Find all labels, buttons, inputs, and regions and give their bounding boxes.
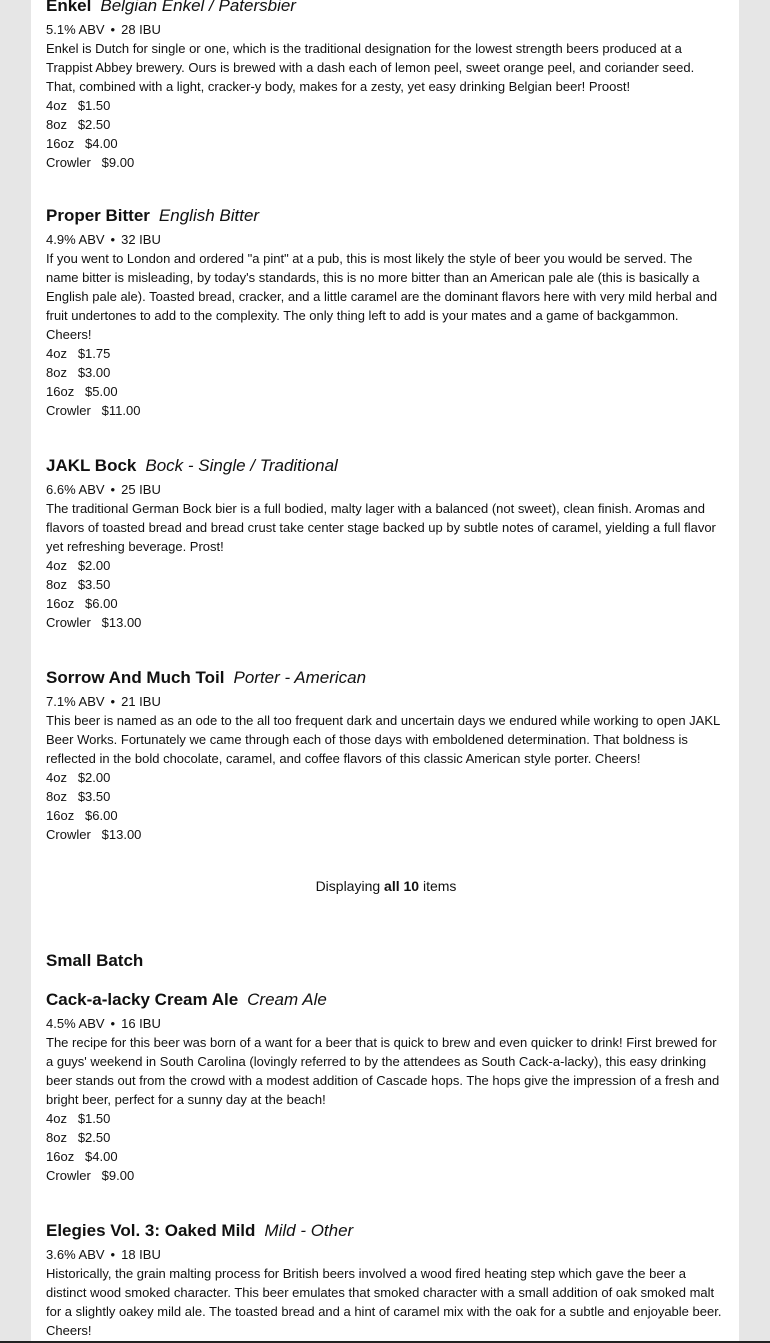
beer-name[interactable]: JAKL Bock: [46, 456, 137, 475]
beer-style: Bock - Single / Traditional: [145, 456, 338, 475]
beer-style: Cream Ale: [247, 990, 327, 1009]
price-value: $3.50: [77, 789, 111, 804]
price-row: [46, 1109, 726, 1128]
price-value: $3.50: [77, 577, 111, 592]
beer-header: [46, 455, 726, 477]
price-size: Crowler: [46, 615, 91, 630]
beer-style: Porter - American: [233, 668, 367, 687]
beer-ibu: 16 IBU: [121, 1016, 161, 1031]
meta-separator: •: [110, 22, 116, 37]
price-row: [46, 134, 726, 153]
price-row: [46, 382, 726, 401]
price-row: [46, 96, 726, 115]
beer-abv: 5.1% ABV: [46, 22, 105, 37]
price-value: $9.00: [101, 155, 135, 170]
beer-item-enkel: [46, 0, 726, 172]
beer-description: This beer is named as an ode to the all too frequent dark and uncertain days we endured while working to open JAKL Beer Works. Fortunately we came through each of those days with emboldened determination. That boldness is reflected in the bold chocolate, caramel, and coffee flavors of this classic American style porter. Cheers!: [46, 713, 720, 766]
price-size: Crowler: [46, 403, 91, 418]
beer-item-cack-a-lacky: [46, 989, 726, 1185]
beer-meta: [46, 230, 726, 249]
price-size: 4oz: [46, 346, 67, 361]
beer-style: Mild - Other: [264, 1221, 354, 1240]
price-row: [46, 768, 726, 787]
price-value: $4.00: [85, 1149, 118, 1164]
price-size: 8oz: [46, 365, 67, 380]
beer-ibu: 18 IBU: [121, 1247, 161, 1262]
beer-abv: 3.6% ABV: [46, 1247, 105, 1262]
price-size: 8oz: [46, 1130, 67, 1145]
beer-name[interactable]: Proper Bitter: [46, 206, 150, 225]
price-row: [46, 594, 726, 613]
price-size: 8oz: [46, 577, 67, 592]
price-size: 4oz: [46, 770, 67, 785]
price-value: $5.00: [85, 384, 118, 399]
price-size: 8oz: [46, 789, 67, 804]
price-row: [46, 1147, 726, 1166]
price-value: $6.00: [85, 596, 118, 611]
pagination-summary: [46, 877, 726, 896]
price-value: $2.00: [77, 770, 111, 785]
beer-style: Belgian Enkel / Patersbier: [100, 0, 296, 15]
price-value: $1.75: [77, 346, 111, 361]
price-row: [46, 115, 726, 134]
beer-description: The traditional German Bock bier is a full bodied, malty lager with a balanced (not sweet), clean finish. Aromas and flavors of toasted bread and bread crust take center stage backed up by subtle notes of caramel, yielding a full flavor yet refreshing beverage. Prost!: [46, 501, 716, 554]
beer-description: If you went to London and ordered "a pint" at a pub, this is most likely the style of beer you would be served. The name bitter is misleading, by today's standards, this is no more bitter than an American pale ale (this is basically a English pale ale). Toasted bread, cracker, and a little caramel are the dominant flavors here with very mild herbal and fruit undertones to add to the complexity. The only thing left to add is your mates and a game of backgammon. Cheers!: [46, 251, 718, 342]
price-value: $1.50: [77, 98, 111, 113]
price-row: [46, 575, 726, 594]
price-value: $4.00: [85, 136, 118, 151]
price-row: [46, 806, 726, 825]
meta-separator: •: [110, 1247, 116, 1262]
beer-abv: 7.1% ABV: [46, 694, 105, 709]
price-size: 16oz: [46, 136, 75, 151]
price-size: Crowler: [46, 827, 91, 842]
beer-ibu: 28 IBU: [121, 22, 161, 37]
beer-header: [46, 1220, 726, 1242]
price-row: [46, 787, 726, 806]
price-row: [46, 556, 726, 575]
price-row: [46, 1128, 726, 1147]
price-size: 4oz: [46, 558, 67, 573]
pagination-prefix: Displaying: [315, 878, 381, 894]
pagination-suffix: items: [422, 878, 457, 894]
pagination-count: all 10: [384, 878, 420, 894]
beer-abv: 4.5% ABV: [46, 1016, 105, 1031]
beer-meta: [46, 1014, 726, 1033]
price-value: $9.00: [101, 1168, 135, 1183]
price-row: [46, 153, 726, 172]
beer-header: [46, 0, 726, 17]
beer-abv: 4.9% ABV: [46, 232, 105, 247]
beer-header: [46, 989, 726, 1011]
beer-name[interactable]: Enkel: [46, 0, 92, 15]
beer-ibu: 21 IBU: [121, 694, 161, 709]
price-size: 16oz: [46, 808, 75, 823]
price-row: [46, 613, 726, 632]
beer-meta: [46, 1245, 726, 1264]
beer-description: Historically, the grain malting process for British beers involved a wood fired heating step which gave the beer a distinct wood smoked character. This beer emulates that smoked character with a small addition of oak smoked malt for a slightly oakey mild ale. The toasted bread and a hint of caramel mix with the oak for a subtle and enjoyable beer. Cheers!: [46, 1266, 722, 1338]
beer-meta: [46, 20, 726, 39]
beer-item-elegies-vol-3: [46, 1220, 726, 1340]
price-value: $11.00: [101, 403, 141, 418]
price-value: $2.50: [77, 1130, 111, 1145]
meta-separator: •: [110, 482, 116, 497]
price-size: 4oz: [46, 98, 67, 113]
price-row: [46, 1166, 726, 1185]
price-value: $13.00: [101, 827, 142, 842]
beer-meta: [46, 692, 726, 711]
beer-name[interactable]: Elegies Vol. 3: Oaked Mild: [46, 1221, 256, 1240]
price-size: 8oz: [46, 117, 67, 132]
price-value: $2.00: [77, 558, 111, 573]
price-row: [46, 363, 726, 382]
price-value: $1.50: [77, 1111, 111, 1126]
price-value: $2.50: [77, 117, 111, 132]
beer-item-proper-bitter: [46, 205, 726, 420]
beer-abv: 6.6% ABV: [46, 482, 105, 497]
menu-inner: [46, 0, 726, 1341]
price-size: 16oz: [46, 384, 75, 399]
beer-name[interactable]: Cack-a-lacky Cream Ale: [46, 990, 239, 1009]
beer-description: The recipe for this beer was born of a want for a beer that is quick to brew and even quicker to drink! First brewed for a guys' weekend in South Carolina (lovingly referred to by the attendees as South Cack-a-lacky), this easy drinking beer stands out from the crowd with a modest addition of Cascade hops. The hops give the impression of a fresh and bright beer, perfect for a sunny day at the beach!: [46, 1035, 720, 1107]
beer-header: [46, 205, 726, 227]
price-value: $6.00: [85, 808, 118, 823]
meta-separator: •: [110, 232, 116, 247]
beer-item-jakl-bock: [46, 455, 726, 632]
beer-header: [46, 667, 726, 689]
beer-meta: [46, 480, 726, 499]
meta-separator: •: [110, 1016, 116, 1031]
beer-ibu: 25 IBU: [121, 482, 161, 497]
price-value: $3.00: [77, 365, 111, 380]
price-size: 16oz: [46, 1149, 75, 1164]
beer-description: Enkel is Dutch for single or one, which is the traditional designation for the lowest strength beers produced at a Trappist Abbey brewery. Ours is brewed with a dash each of lemon peel, sweet orange peel, and coriander seed. That, combined with a light, cracker-y body, makes for a zesty, yet easy drinking Belgian beer! Proost!: [46, 41, 695, 94]
meta-separator: •: [110, 694, 116, 709]
menu-content: [31, 0, 739, 1341]
price-row: [46, 401, 726, 420]
section-title-small-batch: Small Batch: [46, 951, 144, 970]
beer-name[interactable]: Sorrow And Much Toil: [46, 668, 225, 687]
price-size: Crowler: [46, 155, 91, 170]
beer-item-sorrow-and-much-toil: [46, 667, 726, 844]
price-size: Crowler: [46, 1168, 91, 1183]
beer-ibu: 32 IBU: [121, 232, 161, 247]
price-value: $13.00: [101, 615, 142, 630]
price-size: 16oz: [46, 596, 75, 611]
price-row: [46, 344, 726, 363]
price-row: [46, 825, 726, 844]
price-size: 4oz: [46, 1111, 67, 1126]
beer-style: English Bitter: [158, 206, 260, 225]
